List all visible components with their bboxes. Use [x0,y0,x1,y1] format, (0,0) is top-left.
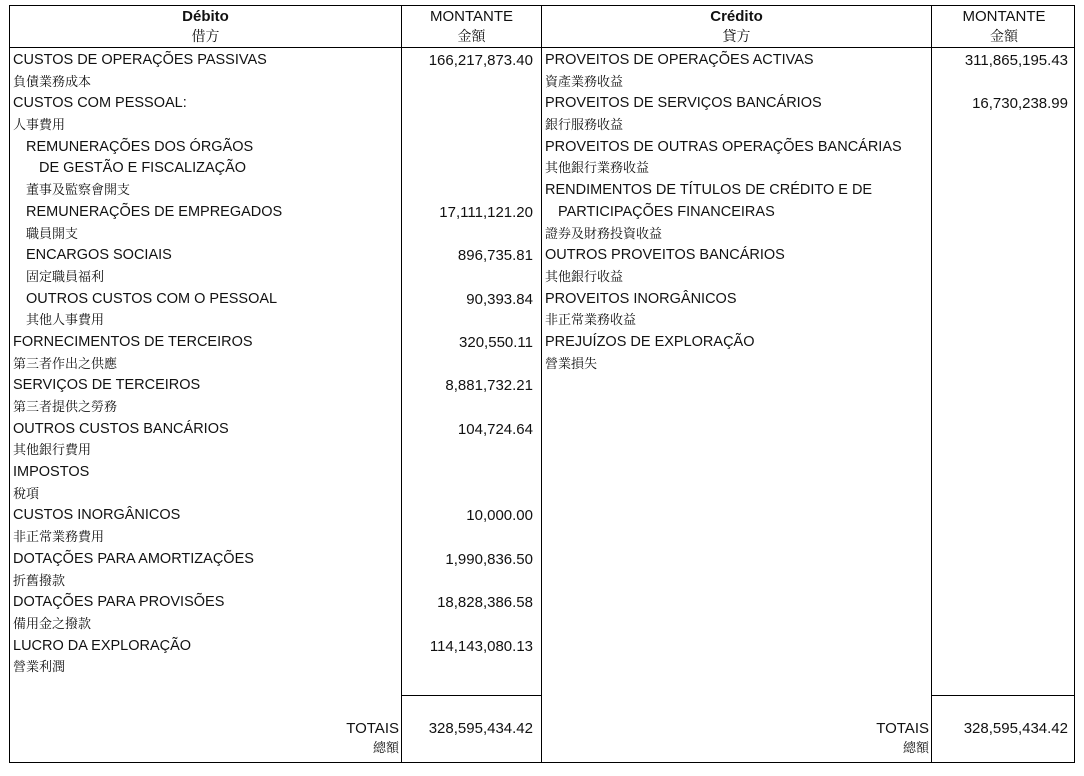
debit-row-amount: 90,393.84 [466,290,533,308]
debit-row-amount: 1,990,836.50 [445,550,533,568]
credit-row-amount: 311,865,195.43 [964,52,1068,69]
credit-row-amount [932,224,1068,246]
debit-row-amount [402,93,533,115]
debit-row-label: 第三者作出之供應 [13,356,118,372]
debit-row-amount: 896,735.81 [457,247,533,265]
credit-row-amount [932,245,1068,267]
credit-row-amount [932,180,1068,202]
debit-row-label: DOTAÇÕES PARA PROVISÕES [13,594,225,611]
debit-row-amount: 166,217,873.40 [428,52,533,69]
credit-row-amount [932,202,1068,224]
debit-row-label: IMPOSTOS [13,464,90,481]
total-divider-credit [931,695,1074,696]
debit-row-label: REMUNERAÇÕES DOS ÓRGÃOS [26,138,254,155]
credit-row-label: PROVEITOS DE SERVIÇOS BANCÁRIOS [545,95,822,112]
debit-title-zh: 借方 [191,29,220,45]
credit-row-amount [932,137,1068,159]
debit-row-label: 稅項 [13,486,40,502]
debit-row-label: LUCRO DA EXPLORAÇÃO [13,637,192,654]
debit-header [10,6,401,48]
debit-row-label: 其他人事費用 [26,313,105,329]
credit-row-amount [932,332,1068,354]
debit-row-label: SERVIÇOS DE TERCEIROS [13,377,201,394]
income-statement-table [9,5,1075,763]
debit-row-amount [402,484,533,506]
debit-row-label: 折舊撥款 [13,573,66,589]
credit-row-amount [932,158,1068,180]
totals-label-zh: 總額 [902,741,929,756]
debit-row-amount [402,158,533,180]
credit-amounts-column [932,50,1068,375]
credit-total-label [790,720,929,756]
debit-row-amount [402,527,533,549]
credit-row-label: PROVEITOS INORGÂNICOS [545,290,737,307]
debit-row-label: 董事及監察會開支 [26,183,131,199]
debit-row-label: FORNECIMENTOS DE TERCEIROS [13,333,253,350]
debit-row-label: CUSTOS COM PESSOAL: [13,95,187,112]
credit-total-value: 328,595,434.42 [963,720,1068,737]
credit-header [542,6,931,48]
credit-row-label: 非正常業務收益 [545,313,637,329]
credit-row-label: 資產業務收益 [545,74,624,90]
debit-row-label: DE GESTÃO E FISCALIZAÇÃO [39,160,247,177]
debit-row-label: 職員開支 [26,226,79,242]
debit-row-label: OUTROS CUSTOS BANCÁRIOS [13,420,229,437]
credit-row-label: OUTROS PROVEITOS BANCÁRIOS [545,247,785,264]
debit-row-label: 第三者提供之勞務 [13,400,118,415]
debit-row-amount [402,571,533,593]
debit-row-label: OUTROS CUSTOS COM O PESSOAL [26,290,278,307]
totals-label: TOTAIS [876,720,929,737]
debit-row-amount [402,354,533,376]
debit-row-amount [402,115,533,137]
debit-row-amount [402,72,533,94]
debit-row-label: 營業利潤 [13,660,66,676]
debit-row-amount: 18,828,386.58 [437,594,533,612]
debit-row-amount: 104,724.64 [457,420,533,438]
debit-row-amount [402,614,533,636]
amount-title-zh: 金額 [990,29,1018,45]
debit-row-label: ENCARGOS SOCIAIS [26,247,172,264]
credit-row-label: 其他銀行業務收益 [545,161,650,177]
credit-row-label: PROVEITOS DE OPERAÇÕES ACTIVAS [545,52,814,68]
credit-row-amount: 16,730,238.99 [972,95,1068,113]
debit-row-amount [402,310,533,332]
credit-title-zh: 貸方 [722,29,751,45]
debit-row-amount [402,657,533,679]
debit-row-amount [402,180,533,202]
credit-amount-header [932,6,1076,48]
total-divider-debit [401,695,542,696]
debit-row-amount: 114,143,080.13 [429,637,533,655]
column-divider [541,6,542,762]
credit-row-label: RENDIMENTOS DE TÍTULOS DE CRÉDITO E DE [545,182,873,199]
credit-title: Crédito [710,8,763,25]
credit-labels-column [545,50,929,375]
debit-row-label: REMUNERAÇÕES DE EMPREGADOS [26,203,283,220]
debit-row-amount [402,137,533,159]
debit-row-label: 負債業務成本 [13,74,92,90]
debit-row-amount: 320,550.11 [459,333,533,351]
credit-row-label: PREJUÍZOS DE EXPLORAÇÃO [545,333,755,350]
debit-row-amount [402,462,533,484]
debit-row-amount [402,397,533,419]
debit-labels-column [13,50,399,679]
debit-row-amount [402,440,533,462]
credit-row-amount [932,72,1068,94]
credit-row-amount [932,267,1068,289]
debit-row-amount: 10,000.00 [466,507,533,525]
debit-amounts-column [402,50,533,679]
credit-row-amount [932,310,1068,332]
debit-row-label: 固定職員福利 [26,269,105,285]
debit-row-label: CUSTOS INORGÂNICOS [13,507,181,524]
debit-total-value: 328,595,434.42 [428,720,533,737]
debit-total-label [260,720,399,756]
credit-row-amount [932,354,1068,376]
debit-row-label: 備用金之撥款 [13,616,92,632]
debit-row-amount [402,224,533,246]
credit-row-label: 銀行服務收益 [545,118,624,134]
credit-row-label: 營業損失 [545,356,598,372]
debit-row-label: CUSTOS DE OPERAÇÕES PASSIVAS [13,52,267,68]
debit-title: Débito [182,8,229,25]
debit-row-amount: 17,111,121.20 [439,203,533,221]
amount-title-zh: 金額 [457,29,486,45]
credit-row-label: 其他銀行收益 [545,269,624,285]
credit-row-amount [932,289,1068,311]
totals-label: TOTAIS [346,720,399,737]
credit-row-label: 證券及財務投資收益 [545,226,663,242]
totals-label-zh: 總額 [372,741,399,756]
debit-row-amount [402,267,533,289]
debit-row-label: 人事費用 [13,118,66,134]
debit-row-label: DOTAÇÕES PARA AMORTIZAÇÕES [13,550,254,567]
credit-row-label: PROVEITOS DE OUTRAS OPERAÇÕES BANCÁRIAS [545,138,902,155]
debit-row-label: 非正常業務費用 [13,530,105,546]
amount-title: MONTANTE [429,8,514,25]
amount-title: MONTANTE [962,8,1046,25]
credit-row-label: PARTICIPAÇÕES FINANCEIRAS [558,203,775,220]
debit-row-label: 其他銀行費用 [13,443,92,459]
debit-row-amount: 8,881,732.21 [445,377,533,395]
credit-row-amount [932,115,1068,137]
debit-amount-header [402,6,541,48]
